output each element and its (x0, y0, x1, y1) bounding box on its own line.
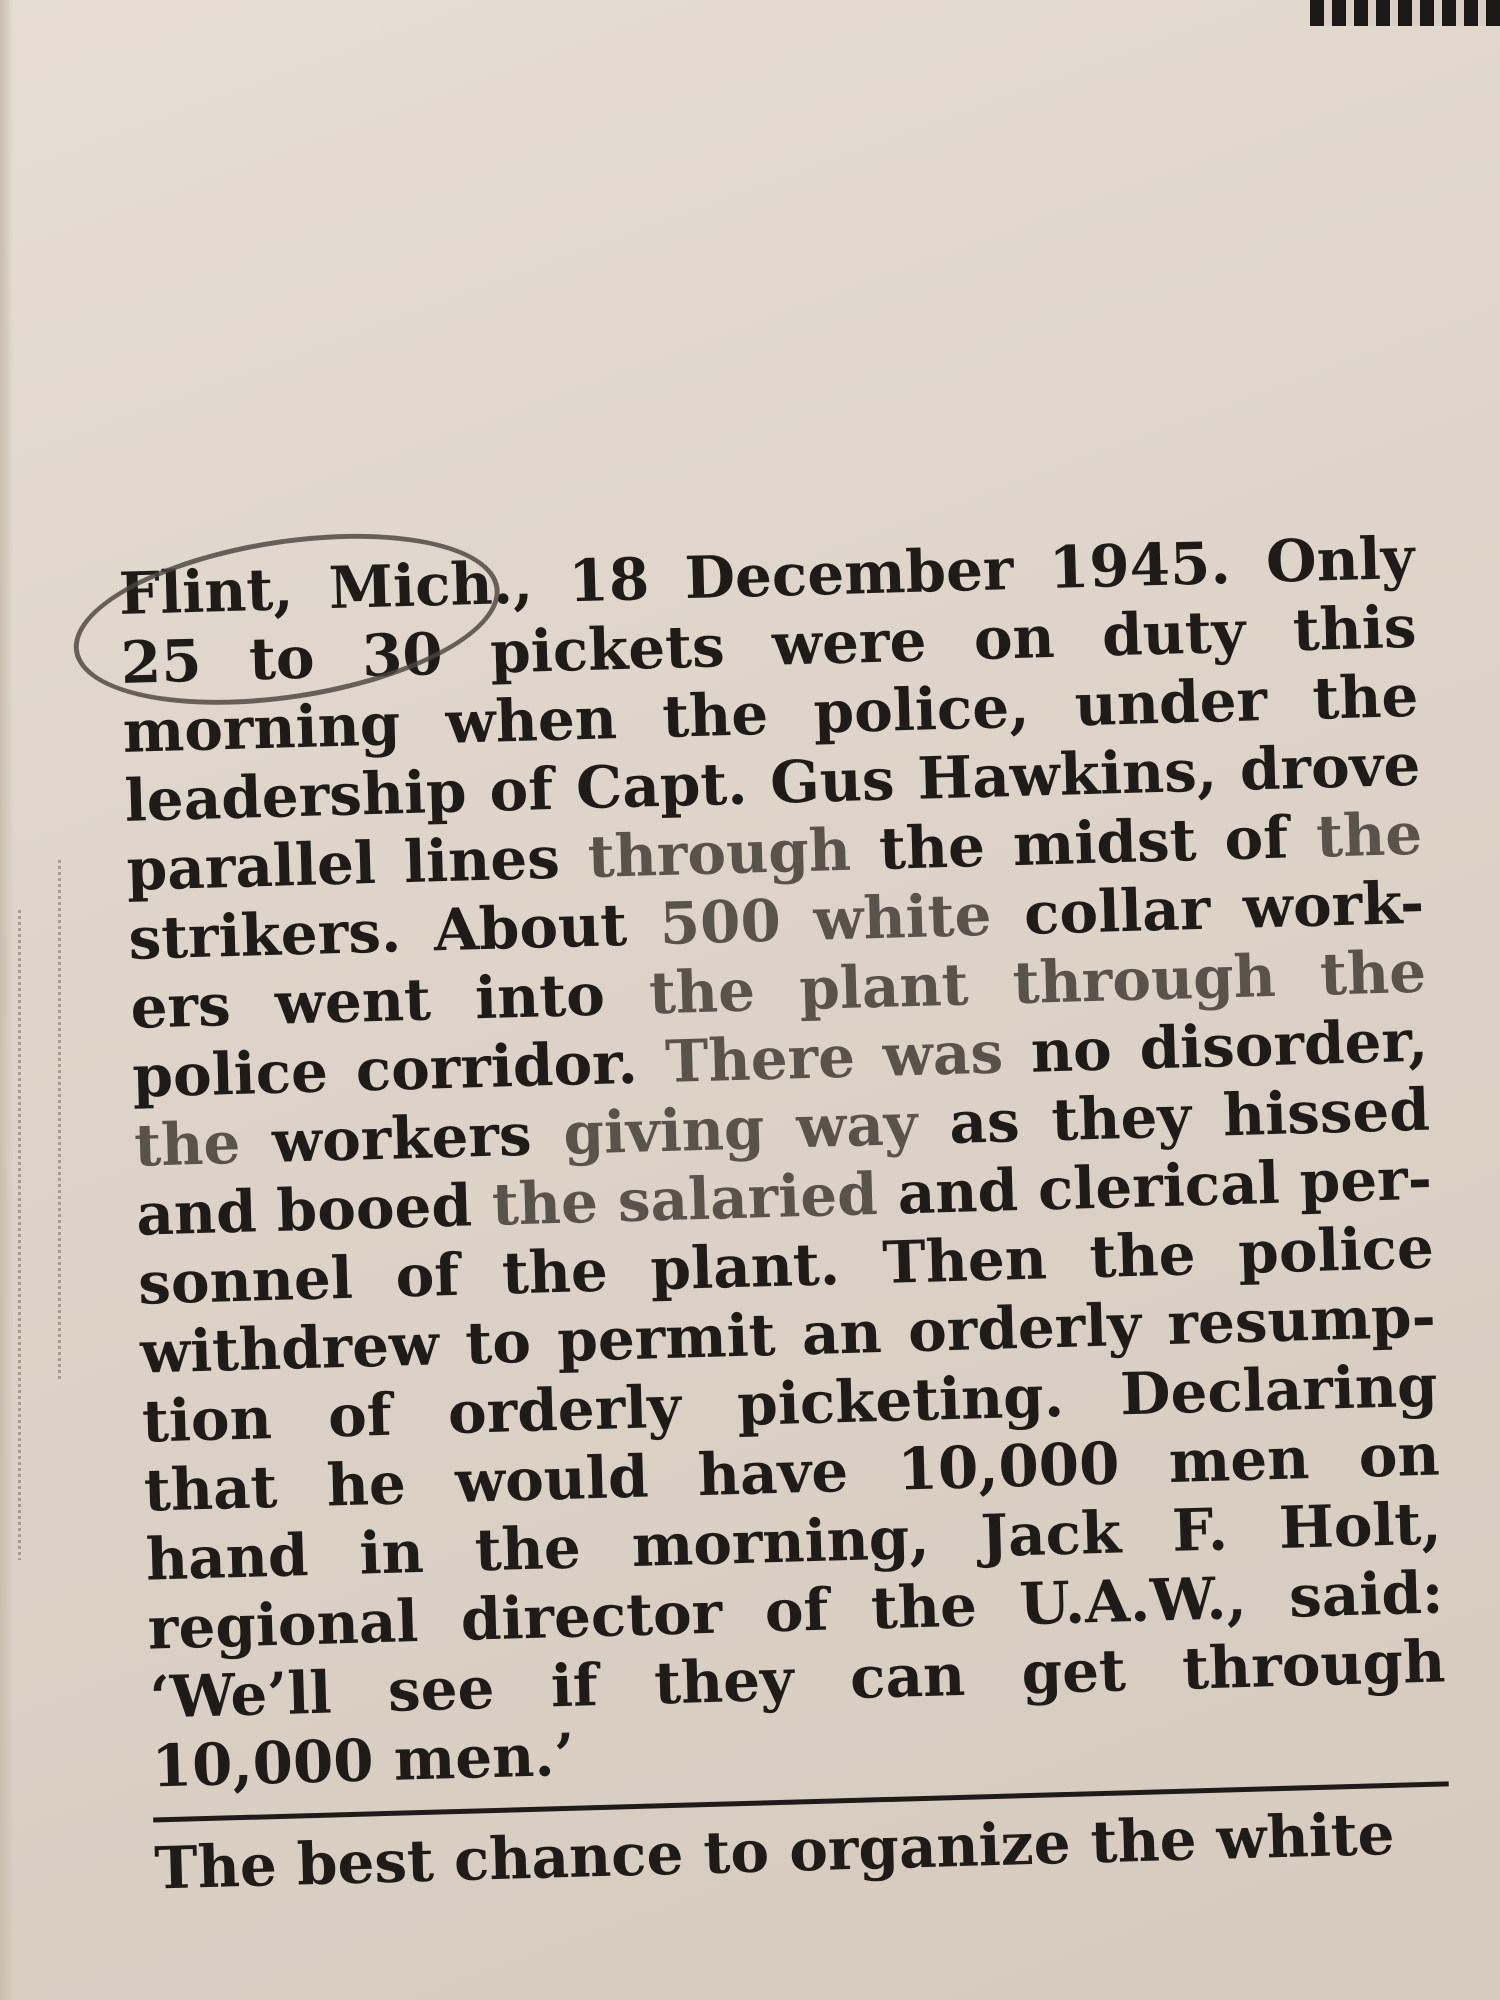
text-word: parallel (125, 828, 377, 904)
text-word: director (459, 1578, 724, 1654)
article (118, 524, 1451, 1903)
text-word: through (586, 815, 852, 891)
text-word: plant (798, 950, 970, 1024)
text-word: morning (121, 690, 402, 766)
text-word: booed (275, 1171, 473, 1245)
text-word: through (1011, 941, 1277, 1018)
text-word: the (500, 1236, 609, 1308)
text-word: the (1319, 937, 1427, 1009)
text-word: picketing. (736, 1361, 1065, 1440)
text-word: strikers. (127, 897, 402, 973)
top-printed-edge (1310, 0, 1500, 26)
text-word: if (549, 1651, 599, 1721)
text-word: hand (144, 1521, 310, 1594)
text-word: went (274, 965, 432, 1038)
text-word: There (664, 1022, 856, 1096)
text-word: 1945. (1047, 528, 1232, 602)
text-word: About (432, 890, 628, 965)
text-word: F. (1171, 1495, 1229, 1565)
text-word: tion (141, 1384, 273, 1456)
text-word: morning, (630, 1503, 931, 1581)
next-paragraph-line: The best chance to organize the white (153, 1799, 1396, 1903)
text-word: 10,000 (896, 1429, 1121, 1504)
text-word: of (763, 1575, 830, 1646)
text-word: of (394, 1240, 461, 1311)
text-word: Capt. (575, 749, 749, 823)
text-word: U.A.W., (1018, 1563, 1248, 1639)
text-word: 500 (658, 886, 782, 959)
text-word: Flint, (118, 555, 295, 628)
text-word: the (878, 811, 986, 883)
text-word: the (490, 1167, 599, 1239)
text-word: hissed (1221, 1075, 1431, 1150)
text-word: can (849, 1640, 967, 1712)
text-word: Jack (979, 1498, 1123, 1571)
text-word: see (386, 1653, 496, 1725)
text-word: work- (1242, 868, 1425, 942)
text-word: he (325, 1449, 407, 1520)
text-word: the (1315, 799, 1424, 871)
text-word: pickets (489, 612, 726, 687)
text-word: Then (881, 1224, 1048, 1297)
text-word: permit (556, 1300, 777, 1376)
text-word: leadership (123, 757, 468, 835)
text-word: sonnel (137, 1243, 354, 1318)
text-word: Only (1265, 523, 1416, 596)
text-word: workers (271, 1100, 533, 1176)
text-word: of (488, 754, 555, 825)
text-word: on (1357, 1420, 1441, 1491)
text-word: Mich., (327, 548, 534, 623)
text-word: through (1181, 1627, 1447, 1703)
text-word: 25 (119, 626, 203, 697)
text-word: ‘We’ll (148, 1658, 333, 1732)
text-word: were (771, 606, 928, 679)
text-word: no (1029, 1015, 1113, 1086)
text-word: way (795, 1089, 919, 1162)
text-word: 10,000 (150, 1726, 375, 1801)
text-word: Declaring (1119, 1351, 1439, 1429)
text-word: salaried (616, 1160, 879, 1236)
text-word: Holt, (1277, 1489, 1443, 1562)
text-word: withdrew (139, 1310, 440, 1387)
margin-pencil-mark (18, 910, 21, 1560)
text-word: and (896, 1156, 1019, 1228)
text-word: an (800, 1297, 883, 1369)
text-word: 30 (361, 619, 444, 691)
text-word: ers (129, 971, 232, 1042)
text-word: police, (812, 672, 1031, 747)
text-word: into (474, 960, 606, 1033)
text-word: was (881, 1018, 1004, 1090)
text-word: that (143, 1452, 279, 1525)
text-word: of (327, 1380, 393, 1451)
text-word: plant. (649, 1230, 841, 1304)
text-word: orderly (447, 1372, 682, 1448)
text-word: get (1020, 1636, 1127, 1708)
text-word: disorder, (1138, 1006, 1429, 1083)
text-word: orderly (907, 1290, 1142, 1366)
text-word: drove (1238, 730, 1422, 804)
text-word: they (653, 1645, 795, 1718)
text-word: police (1237, 1213, 1435, 1287)
text-word: police (131, 1037, 329, 1111)
text-word: midst (1012, 806, 1198, 880)
text-word: collar (1023, 874, 1212, 948)
text-word: corridor. (354, 1028, 639, 1105)
margin-pencil-mark (58, 860, 61, 1380)
text-word: to (464, 1307, 532, 1378)
text-word: Gus (769, 745, 896, 817)
text-word: when (444, 684, 618, 757)
text-word: the (661, 679, 770, 751)
text-word: the (133, 1108, 242, 1180)
text-word: to (248, 623, 316, 694)
text-word: regional (146, 1587, 420, 1663)
text-word: giving (562, 1094, 766, 1168)
text-word: have (696, 1436, 850, 1510)
text-word: 18 (567, 545, 651, 616)
text-word: the (1311, 661, 1420, 733)
text-word: men.’ (392, 1720, 576, 1794)
text-word: the (1088, 1220, 1197, 1292)
text-word: duty (1101, 597, 1247, 670)
text-word: clerical (1037, 1148, 1281, 1224)
text-word: and (135, 1177, 258, 1249)
text-word: the (648, 956, 756, 1028)
text-word: men (1167, 1424, 1311, 1496)
text-word: resump- (1166, 1282, 1437, 1358)
text-word: this (1291, 592, 1418, 665)
page-edge (0, 0, 14, 2000)
text-word: Hawkins, (916, 736, 1218, 813)
text-word: per- (1298, 1144, 1433, 1217)
text-word: of (1223, 803, 1290, 874)
text-word: in (358, 1517, 425, 1588)
text-word: the (870, 1571, 978, 1643)
text-word: on (972, 602, 1056, 674)
text-word: December (683, 535, 1015, 613)
text-word: lines (403, 823, 561, 897)
text-word: under (1073, 665, 1268, 740)
text-word: they (1050, 1082, 1192, 1155)
text-word: white (812, 880, 993, 954)
text-word: said: (1288, 1558, 1445, 1631)
text-word: the (473, 1513, 582, 1585)
text-word: as (948, 1087, 1021, 1157)
text-word: would (454, 1442, 650, 1516)
